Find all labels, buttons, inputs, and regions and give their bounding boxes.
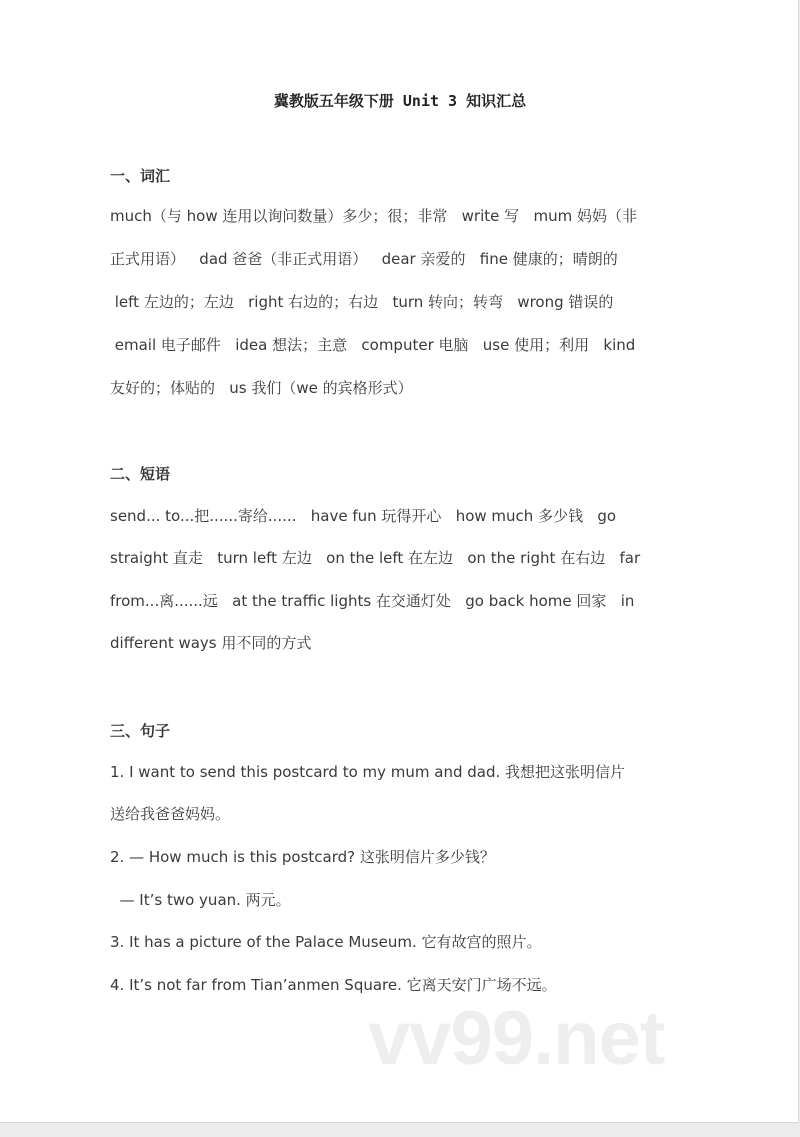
section-heading-vocabulary: 一、词汇	[110, 167, 171, 185]
phrase-line: send... to...把......寄给...... have fun 玩得开心 how much 多少钱 go	[110, 507, 617, 525]
document-title: 冀教版五年级下册 Unit 3 知识汇总	[273, 92, 527, 110]
phrase-line: from...离......远 at the traffic lights 在交通灯处 go back home 回家 in	[110, 592, 635, 610]
vocab-line: 友好的；体贴的 us 我们（we 的宾格形式）	[110, 379, 413, 397]
sentence-line: — It’s two yuan. 两元。	[110, 891, 291, 909]
vocab-line: left 左边的；左边 right 右边的；右边 turn 转向；转弯 wrong 错误的	[110, 293, 614, 311]
vocab-line: 正式用语） dad 爸爸（非正式用语） dear 亲爱的 fine 健康的；晴朗的	[110, 250, 618, 268]
watermark: vv99.net	[368, 996, 665, 1081]
section-heading-sentences: 三、句子	[110, 722, 171, 740]
sentence-line: 2. — How much is this postcard? 这张明信片多少钱？	[110, 848, 495, 866]
phrase-line: different ways 用不同的方式	[110, 634, 312, 652]
vocab-line: email 电子邮件 idea 想法；主意 computer 电脑 use 使用；利用 kind	[110, 336, 636, 354]
sentence-line: 送给我爸爸妈妈。	[110, 805, 231, 823]
sentence-line: 4. It’s not far from Tian’anmen Square. 它离天安门广场不远。	[110, 976, 557, 994]
sentence-line: 3. It has a picture of the Palace Museum. 它有故宫的照片。	[110, 933, 542, 951]
section-heading-phrases: 二、短语	[110, 465, 171, 483]
sentence-line: 1. I want to send this postcard to my mum and dad. 我想把这张明信片	[110, 763, 626, 781]
vocab-line: much（与 how 连用以询问数量）多少；很；非常 write 写 mum 妈妈（非	[110, 207, 637, 225]
phrase-line: straight 直走 turn left 左边 on the left 在左边 on the right 在右边 far	[110, 549, 641, 567]
